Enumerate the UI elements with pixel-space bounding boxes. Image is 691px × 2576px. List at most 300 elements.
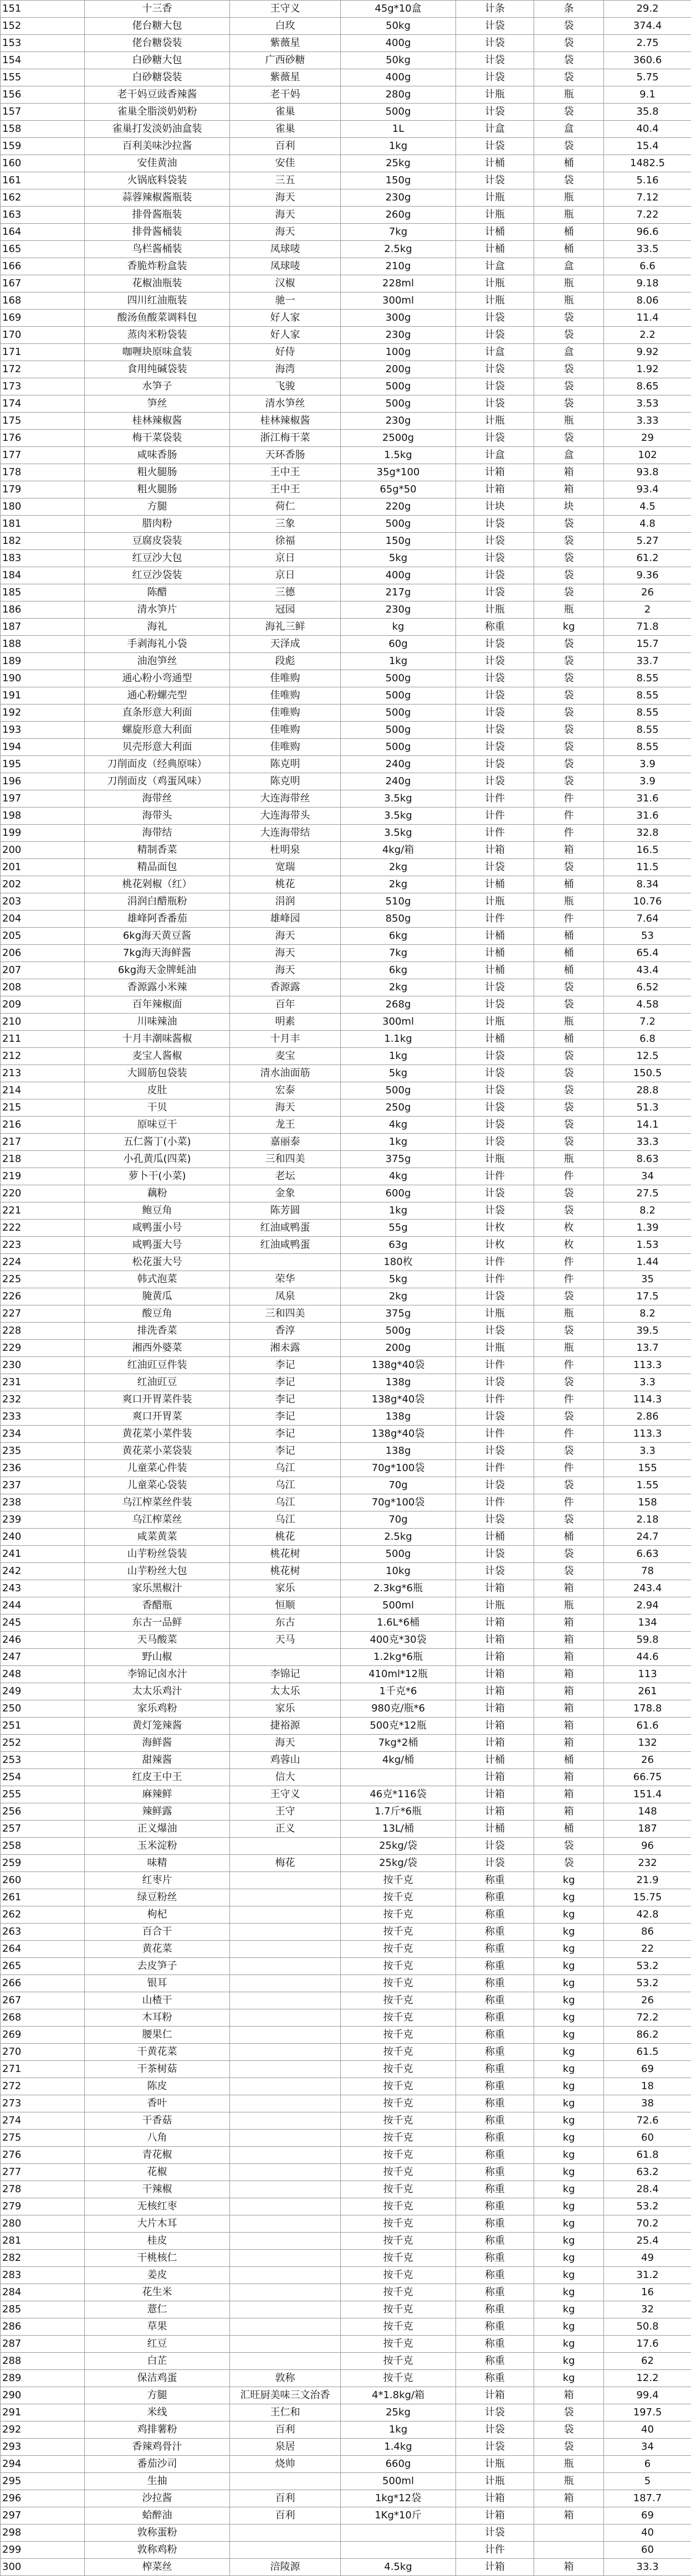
table-row bbox=[1, 1821, 691, 1838]
unit-price-cell: 243.4 bbox=[604, 1580, 691, 1597]
unit-cell: 袋 bbox=[534, 1855, 604, 1872]
row-number-cell: 279 bbox=[1, 2198, 85, 2215]
unit-cell: 袋 bbox=[534, 1288, 604, 1305]
product-name-cell: 萝卜干(小菜) bbox=[85, 1168, 230, 1185]
unit-price-cell: 63.2 bbox=[604, 2164, 691, 2181]
brand-cell: 金象 bbox=[230, 1185, 341, 1202]
brand-cell bbox=[230, 2215, 341, 2233]
specification-cell: 1Kg*10斤 bbox=[341, 2507, 456, 2524]
unit-cell: kg bbox=[534, 2078, 604, 2095]
unit-price-cell: 15.7 bbox=[604, 636, 691, 653]
pricing-method-cell: 计箱 bbox=[456, 1718, 534, 1735]
row-number-cell: 189 bbox=[1, 653, 85, 670]
product-name-cell: 保洁鸡蛋 bbox=[85, 2370, 230, 2387]
brand-cell: 佳唯购 bbox=[230, 722, 341, 739]
product-name-cell: 榨菜丝 bbox=[85, 2559, 230, 2576]
pricing-method-cell: 计件 bbox=[456, 1357, 534, 1374]
table-row bbox=[1, 1202, 691, 1220]
row-number-cell: 191 bbox=[1, 687, 85, 705]
row-number-cell: 159 bbox=[1, 138, 85, 155]
pricing-method-cell: 计箱 bbox=[456, 464, 534, 481]
table-row bbox=[1, 2353, 691, 2370]
pricing-method-cell: 计瓶 bbox=[456, 207, 534, 224]
product-name-cell: 百年辣椒面 bbox=[85, 996, 230, 1014]
product-name-cell: 野山椒 bbox=[85, 1649, 230, 1666]
specification-cell: 70g bbox=[341, 1477, 456, 1494]
unit-cell: 瓶 bbox=[534, 1305, 604, 1323]
unit-price-cell: 49 bbox=[604, 2250, 691, 2267]
table-row bbox=[1, 1082, 691, 1099]
table-row bbox=[1, 945, 691, 962]
unit-cell: 袋 bbox=[534, 1099, 604, 1117]
row-number-cell: 179 bbox=[1, 481, 85, 498]
unit-price-cell: 15.75 bbox=[604, 1889, 691, 1906]
specification-cell: 500g bbox=[341, 1082, 456, 1099]
row-number-cell: 222 bbox=[1, 1220, 85, 1237]
row-number-cell: 165 bbox=[1, 241, 85, 258]
pricing-method-cell: 计袋 bbox=[456, 1443, 534, 1460]
product-name-cell: 桂皮 bbox=[85, 2233, 230, 2250]
table-row bbox=[1, 2318, 691, 2336]
unit-cell: 瓶 bbox=[534, 86, 604, 104]
row-number-cell: 266 bbox=[1, 1975, 85, 1992]
row-number-cell: 176 bbox=[1, 430, 85, 447]
unit-price-cell: 6.52 bbox=[604, 979, 691, 996]
brand-cell: 汉椒 bbox=[230, 275, 341, 292]
pricing-method-cell: 计袋 bbox=[456, 1546, 534, 1563]
brand-cell: 正义 bbox=[230, 1821, 341, 1838]
pricing-method-cell: 计件 bbox=[456, 1254, 534, 1271]
brand-cell: 梅花 bbox=[230, 1855, 341, 1872]
product-name-cell: 干茶树菇 bbox=[85, 2061, 230, 2078]
unit-cell: kg bbox=[534, 2044, 604, 2061]
row-number-cell: 267 bbox=[1, 1992, 85, 2009]
unit-price-cell: 113 bbox=[604, 1666, 691, 1683]
product-name-cell: 直条形意大利面 bbox=[85, 705, 230, 722]
specification-cell: 200g bbox=[341, 361, 456, 378]
brand-cell: 汇旺厨美味三文治香 bbox=[230, 2387, 341, 2404]
table-body bbox=[1, 1, 691, 2576]
specification-cell: 220g bbox=[341, 498, 456, 516]
table-row bbox=[1, 1031, 691, 1048]
unit-price-cell: 6 bbox=[604, 2456, 691, 2473]
specification-cell: 410ml*12瓶 bbox=[341, 1666, 456, 1683]
row-number-cell: 164 bbox=[1, 224, 85, 241]
unit-price-cell: 38 bbox=[604, 2095, 691, 2112]
brand-cell: 桃花 bbox=[230, 1529, 341, 1546]
pricing-method-cell: 计件 bbox=[456, 1391, 534, 1408]
brand-cell: 红油咸鸭蛋 bbox=[230, 1237, 341, 1254]
unit-cell: 桶 bbox=[534, 241, 604, 258]
product-name-cell: 麦宝人酱椒 bbox=[85, 1048, 230, 1065]
brand-cell: 香淳 bbox=[230, 1323, 341, 1340]
unit-price-cell: 148 bbox=[604, 1803, 691, 1821]
unit-price-cell: 65.4 bbox=[604, 945, 691, 962]
brand-cell: 家乐 bbox=[230, 1580, 341, 1597]
brand-cell bbox=[230, 2542, 341, 2559]
unit-price-cell: 61.2 bbox=[604, 550, 691, 567]
pricing-method-cell: 计瓶 bbox=[456, 1597, 534, 1615]
table-row bbox=[1, 790, 691, 808]
brand-cell bbox=[230, 2284, 341, 2301]
product-name-cell: 绿豆粉丝 bbox=[85, 1889, 230, 1906]
table-row bbox=[1, 1786, 691, 1803]
unit-price-cell: 26 bbox=[604, 1992, 691, 2009]
specification-cell: 210g bbox=[341, 258, 456, 275]
row-number-cell: 221 bbox=[1, 1202, 85, 1220]
table-row bbox=[1, 1494, 691, 1511]
specification-cell: 500g bbox=[341, 516, 456, 533]
specification-cell: kg bbox=[341, 619, 456, 636]
unit-cell: 瓶 bbox=[534, 893, 604, 911]
unit-cell: 箱 bbox=[534, 1786, 604, 1803]
row-number-cell: 258 bbox=[1, 1838, 85, 1855]
row-number-cell: 244 bbox=[1, 1597, 85, 1615]
pricing-method-cell: 计块 bbox=[456, 498, 534, 516]
unit-cell: 条 bbox=[534, 1, 604, 18]
row-number-cell: 240 bbox=[1, 1529, 85, 1546]
brand-cell: 大连海带丝 bbox=[230, 790, 341, 808]
unit-price-cell: 26 bbox=[604, 584, 691, 601]
unit-price-cell: 9.18 bbox=[604, 275, 691, 292]
table-row bbox=[1, 1546, 691, 1563]
table-row bbox=[1, 2387, 691, 2404]
unit-price-cell: 8.55 bbox=[604, 687, 691, 705]
brand-cell bbox=[230, 2473, 341, 2490]
pricing-method-cell: 计袋 bbox=[456, 584, 534, 601]
unit-price-cell: 134 bbox=[604, 1615, 691, 1632]
product-name-cell: 东古一品鲜 bbox=[85, 1615, 230, 1632]
brand-cell: 王守 bbox=[230, 1803, 341, 1821]
specification-cell: 2.3kg*6瓶 bbox=[341, 1580, 456, 1597]
product-name-cell: 陈醋 bbox=[85, 584, 230, 601]
row-number-cell: 259 bbox=[1, 1855, 85, 1872]
brand-cell: 王仁和 bbox=[230, 2404, 341, 2421]
pricing-method-cell: 计袋 bbox=[456, 1511, 534, 1529]
row-number-cell: 246 bbox=[1, 1632, 85, 1649]
brand-cell: 三和四美 bbox=[230, 1151, 341, 1168]
product-name-cell: 蒸肉米粉袋装 bbox=[85, 327, 230, 344]
unit-cell: 桶 bbox=[534, 1529, 604, 1546]
table-row bbox=[1, 533, 691, 550]
row-number-cell: 194 bbox=[1, 739, 85, 756]
unit-cell: 袋 bbox=[534, 996, 604, 1014]
product-name-cell: 红豆沙大包 bbox=[85, 550, 230, 567]
unit-price-cell: 6.8 bbox=[604, 1031, 691, 1048]
pricing-method-cell: 称重 bbox=[456, 1924, 534, 1941]
unit-cell: 袋 bbox=[534, 327, 604, 344]
unit-cell: 袋 bbox=[534, 687, 604, 705]
brand-cell: 天泽成 bbox=[230, 636, 341, 653]
table-row bbox=[1, 773, 691, 790]
row-number-cell: 255 bbox=[1, 1786, 85, 1803]
product-name-cell: 青花椒 bbox=[85, 2147, 230, 2164]
unit-price-cell: 34 bbox=[604, 2439, 691, 2456]
unit-price-cell: 1.55 bbox=[604, 1477, 691, 1494]
pricing-method-cell: 计桶 bbox=[456, 1752, 534, 1769]
pricing-method-cell: 计箱 bbox=[456, 1683, 534, 1700]
specification-cell: 500g bbox=[341, 378, 456, 395]
unit-price-cell: 26 bbox=[604, 1752, 691, 1769]
table-row bbox=[1, 2542, 691, 2559]
unit-price-cell: 1482.5 bbox=[604, 155, 691, 172]
unit-cell: 袋 bbox=[534, 670, 604, 687]
pricing-method-cell: 计袋 bbox=[456, 1185, 534, 1202]
unit-cell: 件 bbox=[534, 1357, 604, 1374]
unit-price-cell: 7.64 bbox=[604, 911, 691, 928]
product-name-cell: 家乐鸡粉 bbox=[85, 1700, 230, 1718]
unit-price-cell: 42.8 bbox=[604, 1906, 691, 1924]
unit-price-cell: 374.4 bbox=[604, 18, 691, 35]
product-name-cell: 酸豆角 bbox=[85, 1305, 230, 1323]
table-row bbox=[1, 2250, 691, 2267]
row-number-cell: 169 bbox=[1, 310, 85, 327]
unit-cell: kg bbox=[534, 2353, 604, 2370]
brand-cell: 冠园 bbox=[230, 601, 341, 619]
unit-price-cell: 8.55 bbox=[604, 670, 691, 687]
specification-cell: 4.5kg bbox=[341, 2559, 456, 2576]
brand-cell: 敦称 bbox=[230, 2370, 341, 2387]
product-name-cell: 香脆炸粉盒装 bbox=[85, 258, 230, 275]
brand-cell: 海天 bbox=[230, 224, 341, 241]
pricing-method-cell: 称重 bbox=[456, 2095, 534, 2112]
table-row bbox=[1, 2473, 691, 2490]
row-number-cell: 276 bbox=[1, 2147, 85, 2164]
row-number-cell: 198 bbox=[1, 808, 85, 825]
table-row bbox=[1, 1220, 691, 1237]
product-name-cell: 干香菇 bbox=[85, 2112, 230, 2130]
row-number-cell: 172 bbox=[1, 361, 85, 378]
product-name-cell: 海带结 bbox=[85, 825, 230, 842]
specification-cell: 45g*10盒 bbox=[341, 1, 456, 18]
specification-cell: 7kg bbox=[341, 224, 456, 241]
table-row bbox=[1, 825, 691, 842]
brand-cell bbox=[230, 2095, 341, 2112]
pricing-method-cell: 称重 bbox=[456, 2353, 534, 2370]
table-row bbox=[1, 911, 691, 928]
specification-cell: 2.5kg bbox=[341, 1529, 456, 1546]
unit-cell: 瓶 bbox=[534, 1151, 604, 1168]
row-number-cell: 268 bbox=[1, 2009, 85, 2027]
unit-cell: kg bbox=[534, 2215, 604, 2233]
brand-cell bbox=[230, 1992, 341, 2009]
table-row bbox=[1, 1391, 691, 1408]
pricing-method-cell: 计袋 bbox=[456, 69, 534, 86]
specification-cell: 按千克 bbox=[341, 2130, 456, 2147]
pricing-method-cell: 计袋 bbox=[456, 1082, 534, 1099]
table-row bbox=[1, 1048, 691, 1065]
unit-cell: 袋 bbox=[534, 52, 604, 69]
brand-cell: 桃花树 bbox=[230, 1546, 341, 1563]
unit-price-cell: 16.5 bbox=[604, 842, 691, 859]
unit-price-cell: 96 bbox=[604, 1838, 691, 1855]
product-name-cell: 儿童菜心袋装 bbox=[85, 1477, 230, 1494]
unit-price-cell: 10.76 bbox=[604, 893, 691, 911]
specification-cell: 按千克 bbox=[341, 1872, 456, 1889]
unit-cell: 瓶 bbox=[534, 189, 604, 207]
unit-cell: 袋 bbox=[534, 1134, 604, 1151]
unit-cell: 桶 bbox=[534, 155, 604, 172]
specification-cell: 260g bbox=[341, 207, 456, 224]
pricing-method-cell: 计袋 bbox=[456, 104, 534, 121]
row-number-cell: 237 bbox=[1, 1477, 85, 1494]
unit-price-cell: 3.53 bbox=[604, 395, 691, 413]
unit-price-cell: 60 bbox=[604, 2542, 691, 2559]
pricing-method-cell: 计箱 bbox=[456, 1735, 534, 1752]
pricing-method-cell: 称重 bbox=[456, 2044, 534, 2061]
table-row bbox=[1, 18, 691, 35]
brand-cell: 海天 bbox=[230, 945, 341, 962]
table-row bbox=[1, 69, 691, 86]
brand-cell: 乌江 bbox=[230, 1460, 341, 1477]
unit-cell: kg bbox=[534, 2284, 604, 2301]
brand-cell: 海礼三鲜 bbox=[230, 619, 341, 636]
product-name-cell: 佬台糖大包 bbox=[85, 18, 230, 35]
table-row bbox=[1, 584, 691, 601]
pricing-method-cell: 计瓶 bbox=[456, 292, 534, 310]
product-name-cell: 桃花剁椒（红） bbox=[85, 876, 230, 893]
product-name-cell: 香源露小米辣 bbox=[85, 979, 230, 996]
specification-cell: 5kg bbox=[341, 1271, 456, 1288]
pricing-method-cell: 计瓶 bbox=[456, 893, 534, 911]
unit-price-cell: 2.2 bbox=[604, 327, 691, 344]
product-name-cell: 大圆筋包袋装 bbox=[85, 1065, 230, 1082]
table-row bbox=[1, 1014, 691, 1031]
row-number-cell: 204 bbox=[1, 911, 85, 928]
table-row bbox=[1, 1700, 691, 1718]
unit-price-cell: 132 bbox=[604, 1735, 691, 1752]
specification-cell: 按千克 bbox=[341, 1924, 456, 1941]
product-name-cell: 雀巢打发淡奶油盒装 bbox=[85, 121, 230, 138]
table-row bbox=[1, 1099, 691, 1117]
row-number-cell: 161 bbox=[1, 172, 85, 189]
product-name-cell: 花椒 bbox=[85, 2164, 230, 2181]
pricing-method-cell: 计枚 bbox=[456, 1220, 534, 1237]
row-number-cell: 238 bbox=[1, 1494, 85, 1511]
row-number-cell: 214 bbox=[1, 1082, 85, 1099]
brand-cell: 紫薇星 bbox=[230, 35, 341, 52]
table-row bbox=[1, 1958, 691, 1975]
brand-cell: 泉居 bbox=[230, 2439, 341, 2456]
row-number-cell: 153 bbox=[1, 35, 85, 52]
unit-price-cell: 69 bbox=[604, 2061, 691, 2078]
table-row bbox=[1, 2370, 691, 2387]
unit-price-cell: 6.6 bbox=[604, 258, 691, 275]
unit-cell: 袋 bbox=[534, 722, 604, 739]
product-name-cell: 海鲜酱 bbox=[85, 1735, 230, 1752]
pricing-method-cell: 称重 bbox=[456, 1992, 534, 2009]
table-row bbox=[1, 378, 691, 395]
brand-cell: 京日 bbox=[230, 567, 341, 584]
row-number-cell: 170 bbox=[1, 327, 85, 344]
unit-price-cell: 9.1 bbox=[604, 86, 691, 104]
product-name-cell: 干辣椒 bbox=[85, 2181, 230, 2198]
brand-cell: 王中王 bbox=[230, 464, 341, 481]
brand-cell bbox=[230, 1924, 341, 1941]
unit-cell: 箱 bbox=[534, 842, 604, 859]
pricing-method-cell: 称重 bbox=[456, 2250, 534, 2267]
brand-cell: 麦宝 bbox=[230, 1048, 341, 1065]
row-number-cell: 257 bbox=[1, 1821, 85, 1838]
unit-cell: kg bbox=[534, 2061, 604, 2078]
unit-price-cell: 31.2 bbox=[604, 2267, 691, 2284]
unit-price-cell: 59.8 bbox=[604, 1632, 691, 1649]
specification-cell: 按千克 bbox=[341, 2061, 456, 2078]
pricing-method-cell: 计袋 bbox=[456, 1288, 534, 1305]
row-number-cell: 236 bbox=[1, 1460, 85, 1477]
row-number-cell: 225 bbox=[1, 1271, 85, 1288]
table-row bbox=[1, 258, 691, 275]
row-number-cell: 299 bbox=[1, 2542, 85, 2559]
product-name-cell: 干黄花菜 bbox=[85, 2044, 230, 2061]
table-row bbox=[1, 1271, 691, 1288]
row-number-cell: 250 bbox=[1, 1700, 85, 1718]
product-name-cell: 红油豇豆 bbox=[85, 1374, 230, 1391]
table-row bbox=[1, 138, 691, 155]
brand-cell: 海天 bbox=[230, 1735, 341, 1752]
pricing-method-cell: 称重 bbox=[456, 1941, 534, 1958]
specification-cell: 50kg bbox=[341, 18, 456, 35]
unit-price-cell: 72.6 bbox=[604, 2112, 691, 2130]
specification-cell: 500g bbox=[341, 670, 456, 687]
unit-price-cell: 4.58 bbox=[604, 996, 691, 1014]
pricing-method-cell: 称重 bbox=[456, 2267, 534, 2284]
brand-cell: 雄峰园 bbox=[230, 911, 341, 928]
product-name-cell: 手剥海礼小袋 bbox=[85, 636, 230, 653]
table-row bbox=[1, 687, 691, 705]
unit-price-cell: 53.2 bbox=[604, 1958, 691, 1975]
unit-price-cell: 3.3 bbox=[604, 1374, 691, 1391]
pricing-method-cell: 计袋 bbox=[456, 550, 534, 567]
table-row bbox=[1, 842, 691, 859]
pricing-method-cell: 计袋 bbox=[456, 1202, 534, 1220]
row-number-cell: 184 bbox=[1, 567, 85, 584]
brand-cell: 涓润 bbox=[230, 893, 341, 911]
row-number-cell: 251 bbox=[1, 1718, 85, 1735]
product-name-cell: 清水笋片 bbox=[85, 601, 230, 619]
specification-cell: 按千克 bbox=[341, 2198, 456, 2215]
table-row bbox=[1, 2095, 691, 2112]
pricing-method-cell: 计桶 bbox=[456, 1821, 534, 1838]
specification-cell: 240g bbox=[341, 756, 456, 773]
product-name-cell: 白芷 bbox=[85, 2353, 230, 2370]
product-name-cell: 太太乐鸡汁 bbox=[85, 1683, 230, 1700]
unit-price-cell: 9.92 bbox=[604, 344, 691, 361]
pricing-method-cell: 称重 bbox=[456, 2147, 534, 2164]
table-row bbox=[1, 2233, 691, 2250]
row-number-cell: 160 bbox=[1, 155, 85, 172]
product-name-cell: 油泡笋丝 bbox=[85, 653, 230, 670]
specification-cell: 按千克 bbox=[341, 2164, 456, 2181]
unit-price-cell: 24.7 bbox=[604, 1529, 691, 1546]
table-row bbox=[1, 2181, 691, 2198]
table-row bbox=[1, 1357, 691, 1374]
brand-cell: 凤球唛 bbox=[230, 258, 341, 275]
pricing-method-cell: 计袋 bbox=[456, 756, 534, 773]
brand-cell: 李锦记 bbox=[230, 1666, 341, 1683]
product-name-cell: 天马酸菜 bbox=[85, 1632, 230, 1649]
unit-cell: 袋 bbox=[534, 550, 604, 567]
row-number-cell: 166 bbox=[1, 258, 85, 275]
row-number-cell: 262 bbox=[1, 1906, 85, 1924]
row-number-cell: 242 bbox=[1, 1563, 85, 1580]
product-name-cell: 味精 bbox=[85, 1855, 230, 1872]
table-row bbox=[1, 756, 691, 773]
table-row bbox=[1, 1460, 691, 1477]
pricing-method-cell: 计袋 bbox=[456, 378, 534, 395]
product-name-cell: 通心粉螺壳型 bbox=[85, 687, 230, 705]
unit-price-cell: 28.4 bbox=[604, 2181, 691, 2198]
